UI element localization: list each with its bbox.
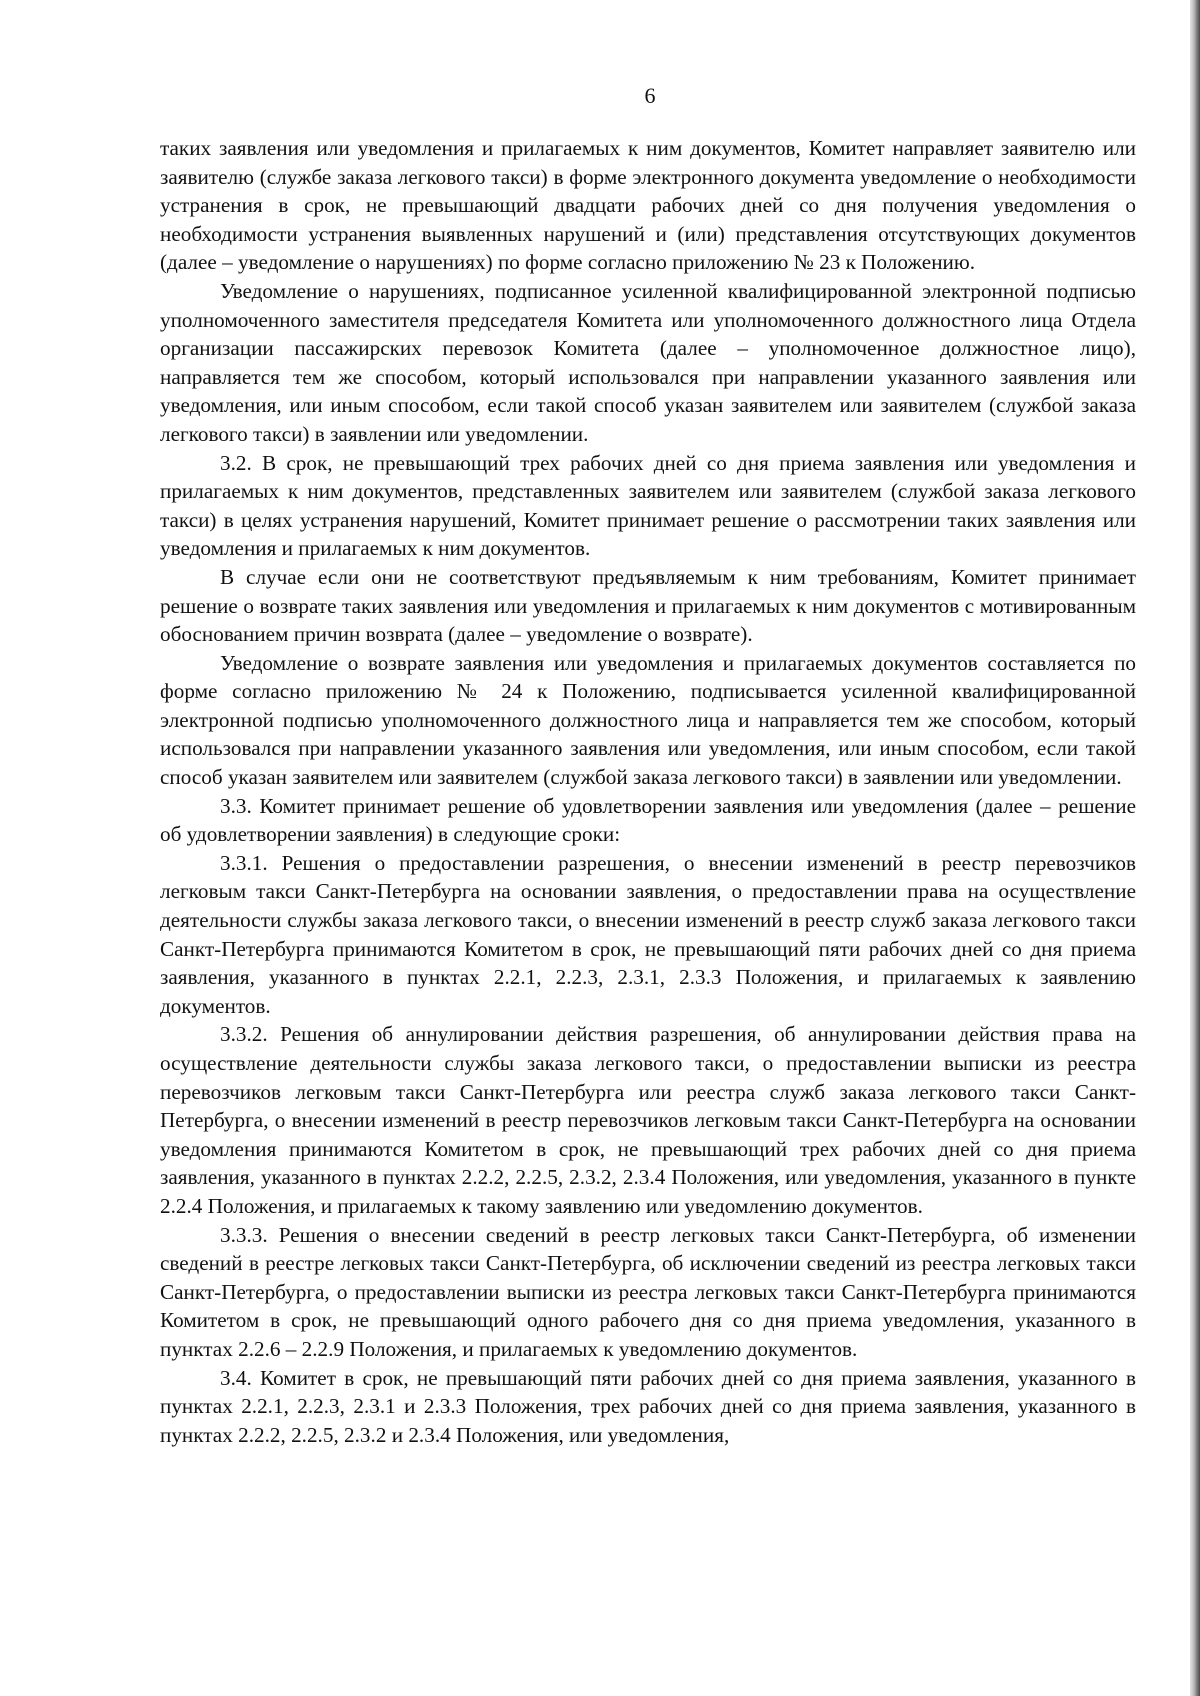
- paragraph-3-3-1: 3.3.1. Решения о предоставлении разрешения, о внесении изменений в реестр перевозчиков легковым такси Санкт-Петербурга на основании заявления, о предоставлении права на осуществление деятельности службы заказа легкового такси, о внесении изменений в реестр служб заказа легкового такси Санкт-Петербурга принимаются Комитетом в срок, не превышающий пяти рабочих дней со дня приема заявления, указанного в пунктах 2.2.1, 2.2.3, 2.3.1, 2.3.3 Положения, и прилагаемых к заявлению документов.: [160, 850, 1136, 1018]
- paragraph-3-3: 3.3. Комитет принимает решение об удовлетворении заявления или уведомления (далее – решение об удовлетворении заявления) в следующие сроки:: [160, 793, 1136, 847]
- paragraph-return-notice: Уведомление о возврате заявления или уведомления и прилагаемых документов составляется по форме согласно приложению № 24 к Положению, подписывается усиленной квалифицированной электронной подписью уполномоченного должностного лица и направляется тем же способом, который использовался при направлении указанного заявления или уведомления, или иным способом, если такой способ указан заявителем или заявителем (службой заказа легкового такси) в заявлении или уведомлении.: [160, 650, 1136, 790]
- paragraph-3-2: 3.2. В срок, не превышающий трех рабочих дней со дня приема заявления или уведомления и прилагаемых к ним документов, представленных заявителем или заявителем (службой заказа легкового такси) в целях устранения нарушений, Комитет принимает решение о рассмотрении таких заявления или уведомления и прилагаемых к ним документов.: [160, 450, 1136, 561]
- paragraph-3-3-3: 3.3.3. Решения о внесении сведений в реестр легковых такси Санкт-Петербурга, об изменении сведений в реестре легковых такси Санкт-Петербурга, об исключении сведений из реестра легковых такси Санкт-Петербурга, о предоставлении выписки из реестра легковых такси Санкт-Петербурга принимаются Комитетом в срок, не превышающий одного рабочего дня со дня приема уведомления, указанного в пунктах 2.2.6 – 2.2.9 Положения, и прилагаемых к уведомлению документов.: [160, 1222, 1136, 1361]
- paragraph-3-3-2: 3.3.2. Решения об аннулировании действия разрешения, об аннулировании действия права на осуществление деятельности службы заказа легкового такси, о предоставлении выписки из реестра перевозчиков легковым такси Санкт-Петербурга или реестра служб заказа легкового такси Санкт-Петербурга, о внесении изменений в реестр перевозчиков легковым такси Санкт-Петербурга на основании уведомления принимаются Комитетом в срок, не превышающий трех рабочих дней со дня приема заявления, указанного в пунктах 2.2.2, 2.2.5, 2.3.2, 2.3.4 Положения, или уведомления, указанного в пункте 2.2.4 Положения, и прилагаемых к такому заявлению или уведомлению документов.: [160, 1022, 1136, 1218]
- page-number: 6: [644, 83, 656, 108]
- paragraph-3-4: 3.4. Комитет в срок, не превышающий пяти рабочих дней со дня приема заявления, указанного в пунктах 2.2.1, 2.2.3, 2.3.1 и 2.3.3 Положения, трех рабочих дней со дня приема заявления, указанного в пунктах 2.2.2, 2.2.5, 2.3.2 и 2.3.4 Положения, или уведомления,: [160, 1365, 1136, 1447]
- document-body: [160, 134, 1136, 1449]
- paragraph-violation-notice: Уведомление о нарушениях, подписанное усиленной квалифицированной электронной подписью уполномоченного заместителя председателя Комитета или уполномоченного должностного лица Отдела организации пассажирских перевозок Комитета (далее – уполномоченное должностное лицо), направляется тем же способом, который использовался при направлении указанного заявления или уведомления, или иным способом, если такой способ указан заявителем или заявителем (службой заказа легкового такси) в заявлении или уведомлении.: [160, 278, 1136, 446]
- paragraph-return-decision: В случае если они не соответствуют предъявляемым к ним требованиям, Комитет принимает решение о возврате таких заявления или уведомления и прилагаемых к ним документов с мотивированным обоснованием причин возврата (далее – уведомление о возврате).: [160, 564, 1136, 647]
- paragraph-continuation: таких заявления или уведомления и прилагаемых к ним документов, Комитет направляет заявителю или заявителю (службе заказа легкового такси) в форме электронного документа уведомление о необходимости устранения в срок, не превышающий двадцати рабочих дней со дня получения уведомления о необходимости устранения выявленных нарушений и (или) представления отсутствующих документов (далее – уведомление о нарушениях) по форме согласно приложению № 23 к Положению.: [160, 136, 1136, 275]
- scan-edge-shadow: [1190, 0, 1200, 1696]
